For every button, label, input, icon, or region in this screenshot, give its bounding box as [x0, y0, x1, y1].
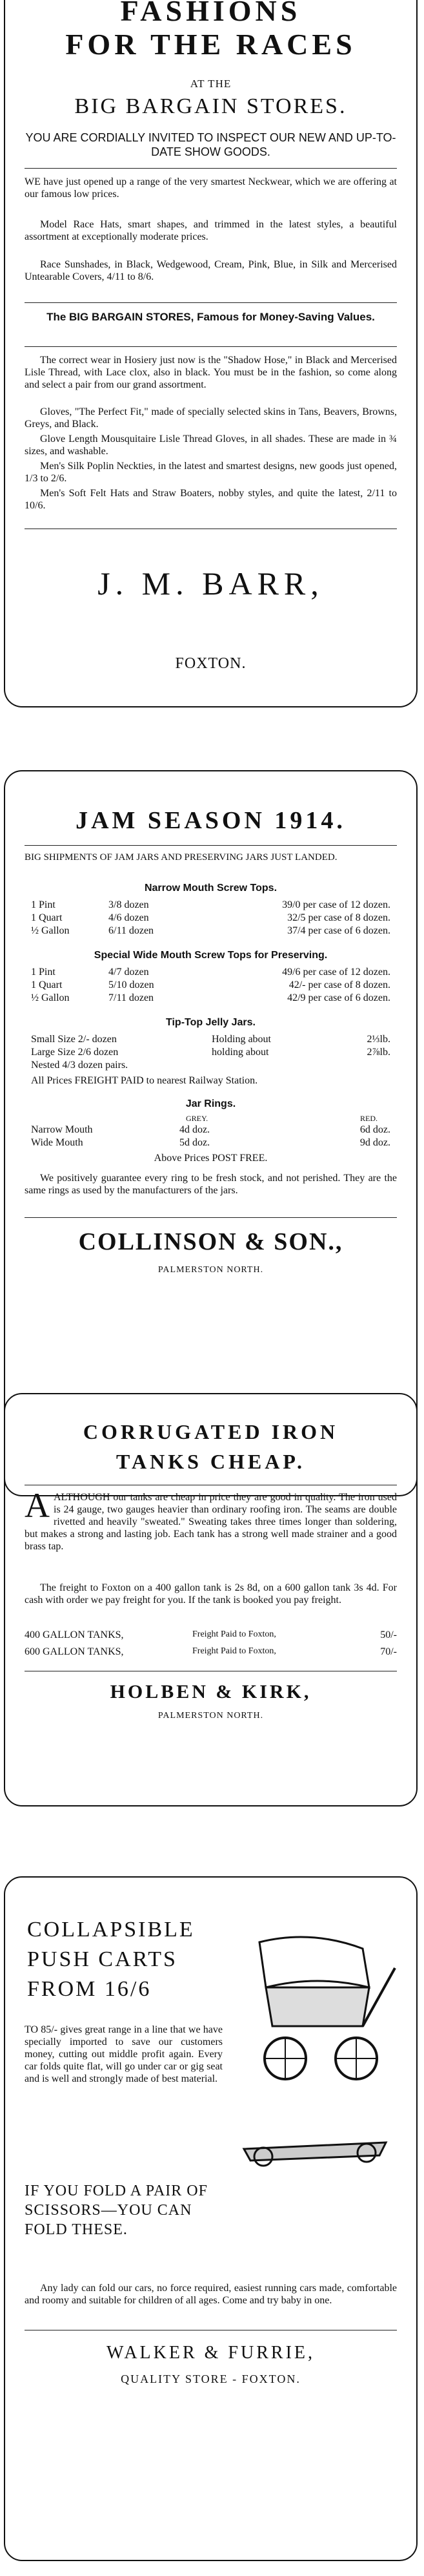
ad2-sec3-row: Small Size 2/- dozen Holding about 2⅓lb. — [31, 1034, 390, 1045]
ad3-town: PALMERSTON NORTH. — [157, 1711, 264, 1721]
ad1-headline1: FASHIONS — [120, 0, 301, 27]
ad2-signature: COLLINSON & SON., — [78, 1228, 343, 1255]
ad2-sec1-row: 1 Pint 3/8 dozen 39/0 per case of 12 dozen. — [31, 899, 390, 910]
ad1-store: BIG BARGAIN STORES. — [74, 94, 347, 118]
ad1-famous: The BIG BARGAIN STORES, Famous for Money-Saving Values. — [46, 311, 375, 323]
ad1-invite: YOU ARE CORDIALLY INVITED TO INSPECT OUR NEW AND UP-TO-DATE SHOW GOODS. — [25, 131, 396, 158]
ad1-para3: Race Sunshades, in Black, Wedgewood, Cream, Pink, Blue, in Silk and Mercerised Untearable Covers, 4/11 to 8/6. — [25, 259, 397, 282]
ad3-para2: The freight to Foxton on a 400 gallon tank is 2s 8d, on a 600 gallon tank 3s 4d. For cash with order we pay freight for you. If the tank is booked you pay freight. — [25, 1582, 397, 1606]
ad1-para1: WE have just opened up a range of the very smartest Neckwear, which we are offering at our famous low prices. — [25, 176, 397, 200]
ad2-sec2-row: ½ Gallon 7/11 dozen 42/9 per case of 6 dozen. — [31, 992, 390, 1003]
ad3-headline1: CORRUGATED IRON — [83, 1420, 339, 1443]
ad3-headline2: TANKS CHEAP. — [116, 1450, 305, 1473]
ad2-headline: JAM SEASON 1914. — [76, 807, 346, 834]
ad1-para6: Glove Length Mousquitaire Lisle Thread Gloves, in all shades. These are made in ¾ sizes, and washable. — [25, 434, 397, 457]
ad1-town: FOXTON. — [175, 655, 247, 672]
ad4-town: QUALITY STORE - FOXTON. — [121, 2372, 301, 2385]
ad2-sec2-title: Special Wide Mouth Screw Tops for Preserving. — [94, 950, 328, 961]
ad2-sec1-row: 1 Quart 4/6 dozen 32/5 per case of 8 dozen. — [31, 912, 390, 923]
ad1-para7: Men's Silk Poplin Neckties, in the latest and smartest designs, new goods just opened, 1/3 to 2/6. — [25, 461, 397, 484]
ad4-signature: WALKER & FURRIE, — [106, 2343, 315, 2363]
ad2-post: Above Prices POST FREE. — [154, 1153, 268, 1164]
ad3-dropcap: A — [25, 1486, 50, 1525]
ad4-para1: TO 85/- gives great range in a line that we have specially imported to save our customers money, cutting out middle profit again. Every car folds quite flat, will go under car or gig seat and is well and strongly made of best material. — [25, 2024, 223, 2084]
ad2-sec1-title: Narrow Mouth Screw Tops. — [144, 883, 278, 894]
ad4-headline2: PUSH CARTS — [27, 1947, 177, 1971]
ad4-para2: Any lady can fold our cars, no force required, easiest running cars made, comfortable and roomy and suitable for children of all ages. Come and try baby in one. — [25, 2283, 397, 2306]
ad2-sec3-row: Large Size 2/6 dozen holding about 2⅞lb. — [31, 1047, 390, 1058]
ad1-rule3 — [25, 346, 397, 347]
ad2-nested: Nested 4/3 dozen pairs. — [31, 1060, 128, 1071]
ad2-freight: All Prices FREIGHT PAID to nearest Railway Station. — [31, 1075, 258, 1086]
ad2-sec2-row: 1 Pint 4/7 dozen 49/6 per case of 12 dozen. — [31, 967, 390, 978]
ad1-para4: The correct wear in Hosiery just now is the "Shadow Hose," in Black and Mercerised Lisle Thread, with Lace clox, also in black. You must be in the fashion, so come along and select a pair from our grand assortment. — [25, 355, 397, 390]
ad1-headline2: FOR THE RACES — [65, 28, 356, 61]
ad2-sec1-row: ½ Gallon 6/11 dozen 37/4 per case of 6 dozen. — [31, 925, 390, 936]
ad2-rule2 — [25, 1217, 397, 1218]
ad2-rings-row: Wide Mouth 5d doz. 9d doz. — [31, 1137, 390, 1148]
ad-push-carts — [4, 1876, 418, 2561]
push-cart-illustration — [234, 1929, 401, 2091]
folded-cart-illustration — [237, 2123, 392, 2168]
ad-iron-tanks — [4, 1393, 418, 1806]
ad4-headline1: COLLAPSIBLE — [27, 1918, 195, 1942]
ad2-rule1 — [25, 845, 397, 846]
ad2-town: PALMERSTON NORTH. — [157, 1265, 264, 1275]
ad4-fold: IF YOU FOLD A PAIR OF SCISSORS—YOU CAN FOLD THESE. — [25, 2183, 208, 2238]
ad1-signature: J. M. BARR, — [97, 565, 324, 602]
ad1-rule1 — [25, 168, 397, 169]
ad2-guarantee: We positively guarantee every ring to be fresh stock, and not perished. They are the same rings as used by the manufacturers of the jars. — [25, 1173, 397, 1196]
ad3-line2: 600 GALLON TANKS, Freight Paid to Foxton, 70/- — [25, 1646, 397, 1657]
ad1-rule2 — [25, 302, 397, 303]
ad1-para5: Gloves, "The Perfect Fit," made of specially selected skins in Tans, Beavers, Browns, Greys, and Black. — [25, 406, 397, 430]
ad3-line1: 400 GALLON TANKS, Freight Paid to Foxton, 50/- — [25, 1629, 397, 1640]
ad2-sec2-row: 1 Quart 5/10 dozen 42/- per case of 8 dozen. — [31, 979, 390, 990]
ad2-intro: BIG SHIPMENTS OF JAM JARS AND PRESERVING JARS JUST LANDED. — [25, 852, 338, 863]
ad1-para8: Men's Soft Felt Hats and Straw Boaters, nobby styles, and quite the latest, 2/11 to 10/6. — [25, 488, 397, 511]
ad-jam-season — [4, 770, 418, 1496]
ad2-rings-head: GREY. RED. — [186, 1114, 378, 1123]
ad-fashions — [4, 0, 418, 707]
ad2-rings-row: Narrow Mouth 4d doz. 6d doz. — [31, 1124, 390, 1135]
ad3-para1: AALTHOUGH our tanks are cheap in price they are good in quality. The iron used is 24 gauge, two gauges heavier than ordinary roofing iron. The seams are double rivetted and heavily "sweated." Sweating takes three times longer than soldering, but makes a strong and lasting job. Each tank has a strong well made strainer and a good brass tap. — [25, 1486, 397, 1552]
ad4-headline3: FROM 16/6 — [27, 1977, 152, 2001]
ad3-signature: HOLBEN & KIRK, — [110, 1681, 312, 1702]
ad2-sec3-title: Tip-Top Jelly Jars. — [165, 1017, 256, 1028]
ad2-sec4-title: Jar Rings. — [185, 1098, 236, 1109]
ad1-para2: Model Race Hats, smart shapes, and trimmed in the latest styles, a beautiful assortment at exceptionally moderate prices. — [25, 219, 397, 242]
ad1-at-the: AT THE — [190, 78, 232, 90]
